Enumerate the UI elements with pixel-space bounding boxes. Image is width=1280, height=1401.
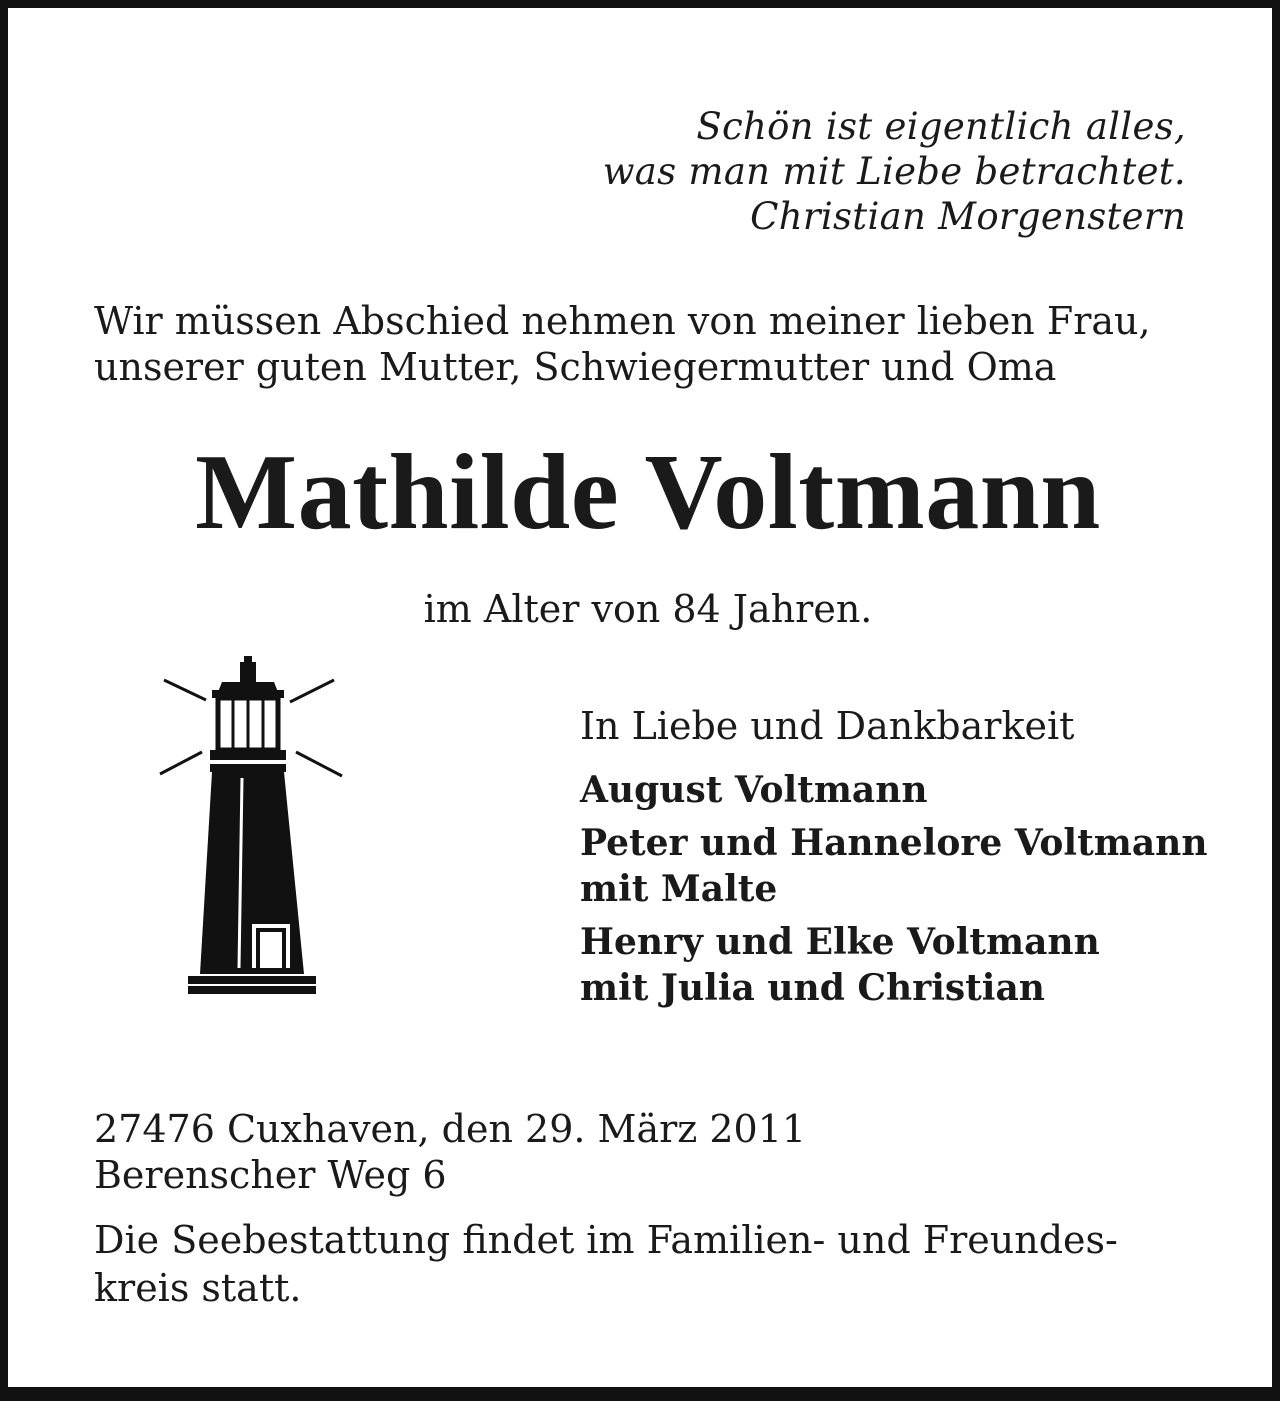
family-member [580, 767, 1230, 813]
quote-line-2: was man mit Liebe betrachtet. [602, 150, 1186, 193]
age-text: im Alter von 84 Jahren. [423, 587, 873, 631]
family-member [580, 919, 1230, 1011]
burial-line-2: kreis statt. [94, 1266, 302, 1310]
intro-text [94, 298, 1202, 390]
family-member-line: mit Julia und Christian [580, 967, 1045, 1009]
quote-author: Christian Morgenstern [750, 195, 1186, 238]
intro-line-2: unserer guten Mutter, Schwiegermutter und Oma [94, 345, 1057, 389]
burial-line-1: Die Seebestattung findet im Familien- und Freundes- [94, 1218, 1118, 1262]
family-member [580, 820, 1230, 912]
address-block [94, 1106, 806, 1198]
family-member-line: August Voltmann [580, 769, 928, 811]
lighthouse-icon [154, 652, 350, 1002]
family-member-line: Peter und Hannelore Voltmann [580, 822, 1208, 864]
quote [603, 104, 1186, 239]
quote-line-1: Schön ist eigentlich alles, [696, 105, 1186, 148]
address-line-1: 27476 Cuxhaven, den 29. März 2011 [94, 1107, 807, 1151]
family-section [580, 703, 1230, 1018]
address-line-2: Berenscher Weg 6 [94, 1153, 447, 1197]
deceased-name: Mathilde Voltmann [195, 433, 1101, 552]
intro-line-1: Wir müssen Abschied nehmen von meiner lieben Frau, [94, 299, 1151, 343]
family-member-line: mit Malte [580, 868, 778, 910]
family-member-line: Henry und Elke Voltmann [580, 921, 1100, 963]
family-heading: In Liebe und Dankbarkeit [580, 704, 1075, 748]
burial-notice [94, 1216, 1118, 1312]
